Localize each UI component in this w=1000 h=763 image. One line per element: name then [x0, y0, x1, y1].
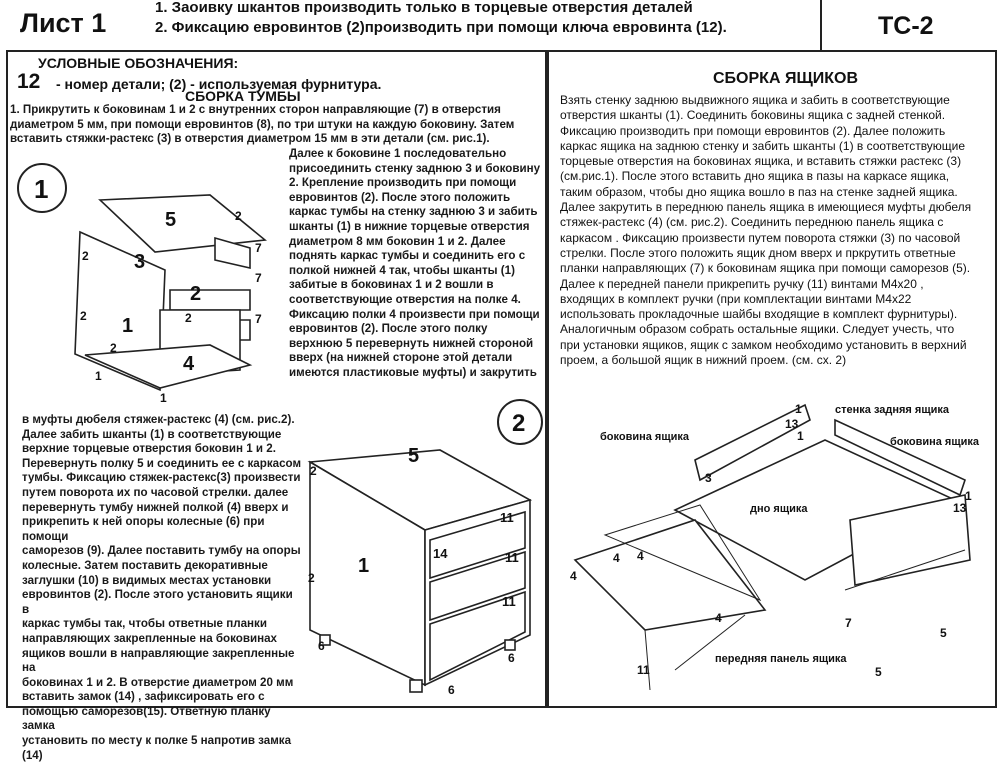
figure-label: 13 — [953, 501, 967, 515]
figure-label: 1 — [122, 315, 134, 337]
figure-part — [505, 640, 515, 650]
figure-label: 11 — [500, 510, 514, 525]
cabinet-step-2: Далее к боковине 1 последовательно присоединить стенку заднюю 3 и боковину 2. Крепление производить при помощи евровинтов (2). После этого положить каркас тумбы на стенку заднюю 3 и забить шканты (1) в нижние торцевые отверстия диаметром 8 мм боковин 1 и 2. Далее поднять каркас тумбы и соединить его с полкой нижней 4 так, чтобы шканты (1) забитые в боковинах 1 и 2 вошли в соответствующие отверстия на полке 4. Фиксацию полки 4 произвести при помощи евровинтов (2). После этого полку верхнюю 5 перевернуть нижней стороной вверх (на нижней стороне этой детали имеются пластиковые муфты) и закрутить — [289, 147, 541, 379]
figure-label: боковина ящика — [600, 431, 690, 443]
figure-label: 6 — [508, 651, 515, 665]
figure-label: 5 — [165, 209, 177, 231]
figure-label: 11 — [502, 594, 516, 609]
figure-label: стенка задняя ящика — [835, 404, 949, 416]
section-title-cabinet: СБОРКА ТУМБЫ — [185, 88, 301, 104]
figure-label: 3 — [134, 251, 146, 273]
figure-label: 1 — [965, 489, 972, 503]
figure-drawer-assembly — [565, 400, 985, 700]
figure-label: 13 — [785, 417, 799, 431]
figure-label: 4 — [637, 549, 644, 563]
header-note-1: 1. Заоивку шкантов производить только в торцевые отверстия деталей — [155, 0, 693, 16]
figure-label: дно ящика — [750, 503, 808, 515]
figure-label: боковина ящика — [890, 436, 980, 448]
figure-label: 4 — [613, 551, 620, 565]
figure-label: 1 — [160, 391, 167, 405]
figure-label: 6 — [318, 639, 325, 653]
figure-label: 2 — [80, 309, 87, 323]
cabinet-step-3: в муфты дюбеля стяжек-растекс (4) (см. рис.2). Далее забить шканты (1) в соответствующие верхние торцевые отверстия боковин 1 и 2. Перевернуть полку 5 и соединить ее с каркасом тумбы. Фиксацию стяжек-растекс(3) произвести путем поворота их по часовой стрелки. далее перевернуть тумбу нижней полкой (4) вверх и прикрепить к ней опоры колесные (6) при помощи саморезов (9). Далее поставить тумбу на опоры колесные. Затем поставить декоративные заглушки (10) в видимых местах установки евровинтов (2). После этого установить ящики в каркас тумбы так, чтобы ответные планки направляющих закрепленные на боковинах ящиков вошли в направляющие закрепленные на боковинах 1 и 2. В отверстие диаметром 20 мм вставить замок (14) , зафиксировать его с помощью саморезов(15). Ответную планку замка установить по месту к полке 5 напротив замка (14) — [22, 413, 302, 762]
figure-label: 4 — [570, 569, 577, 583]
figure-label: 7 — [255, 241, 262, 255]
header-divider — [820, 0, 822, 50]
figure-label: 2 — [310, 464, 317, 478]
figure-label: передняя панель ящика — [715, 653, 847, 665]
figure-label: 2 — [82, 249, 89, 263]
figure-label: 3 — [705, 471, 712, 485]
figure-label: 1 — [358, 555, 370, 577]
figure-label: 5 — [940, 626, 947, 640]
figure-label: 1 — [797, 429, 804, 443]
figure-label: 2 — [190, 283, 202, 305]
sheet-label: Лист 1 — [20, 8, 107, 38]
figure-label: 2 — [235, 209, 242, 223]
legend-text: - номер детали; (2) - используемая фурнитура. — [56, 76, 382, 92]
figure-label: 5 — [408, 445, 420, 467]
figure-2-assembled-cabinet — [300, 400, 540, 710]
cabinet-step-1: 1. Прикрутить к боковинам 1 и 2 с внутренних сторон направляющие (7) в отверстия диаметром 5 мм, при помощи евровинтов (8), по три штуки на каждую боковину. Затем вставить стяжки-растекс (3) в отверстия диаметром 15 мм в эти детали (см. рис.1). — [10, 103, 515, 146]
figure-label: 2 — [110, 341, 117, 355]
figure-label: 2 — [185, 311, 192, 325]
drawer-assembly-text: Взять стенку заднюю выдвижного ящика и забить в соответствующие отверстия шканты (1). Соединить боковины ящика с задней стенкой. Фиксацию производить при помощи евровинтов (2). Далее положить каркас ящика на заднюю стенку и забить шканты (1) в соответствующие торцевые отверстия на боковинах ящика, и вставить стяжки растекс (3) (см.рис.1). После этого вставить дно ящика в пазы на каркасе ящика, таким образом, чтобы дно ящика вошло в паз на стенке задней ящика. Далее закрутить в переднюю панель ящика в имеющиеся муфты дюбеля стяжек-растекс (4) (см. рис.2). Соединить переднюю панель ящика с каркасом . Фиксацию произвести путем поворота стяжки (3) по часовой стрелки. После этого положить ящик дном вверх и пркрутить ответные планки направляющих (7) к боковинам ящика при помощи саморезов (5). Далее к передней панели прикрепить ручку (11) винтами М4х20 , входящих в комплект ручки (при комплектации винтами М4х22 использовать прокладочные шайбы входящие в комплект фурнитуры). Аналогичным образом собрать остальные ящики. Следует учесть, что при установки ящиков, ящик с замком необходимо установить в верхний проем, а большой ящик в нижний проем. (см. сх. 2) — [560, 93, 972, 368]
figure-part — [170, 290, 250, 310]
figure-label: 1 — [795, 402, 802, 416]
figure-part — [100, 195, 265, 252]
figure-label: 2 — [308, 571, 315, 585]
figure-label: 4 — [715, 611, 722, 625]
figure-label: 6 — [448, 683, 455, 697]
figure-part — [645, 630, 650, 690]
figure-label: 7 — [255, 271, 262, 285]
figure-label: 1 — [34, 174, 49, 204]
section-title-drawers: СБОРКА ЯЩИКОВ — [713, 70, 859, 87]
legend-num: 12 — [17, 70, 41, 93]
header-note-2: 2. Фиксацию евровинтов (2)производить при помощи ключа евровинта (12). — [155, 19, 727, 36]
figure-label: 7 — [255, 312, 262, 326]
figure-label: 5 — [875, 665, 882, 679]
legend-title: УСЛОВНЫЕ ОБОЗНАЧЕНИЯ: — [38, 55, 239, 71]
figure-label: 11 — [637, 663, 650, 677]
figure-label: 7 — [845, 616, 852, 630]
figure-1-cabinet-frame — [10, 160, 280, 410]
figure-label: 4 — [183, 353, 195, 375]
figure-label: 2 — [512, 410, 526, 437]
document-code: ТС-2 — [878, 12, 934, 40]
figure-label: 1 — [95, 369, 102, 383]
figure-label: 14 — [433, 546, 448, 561]
figure-part — [410, 680, 422, 692]
figure-label: 11 — [505, 550, 519, 565]
